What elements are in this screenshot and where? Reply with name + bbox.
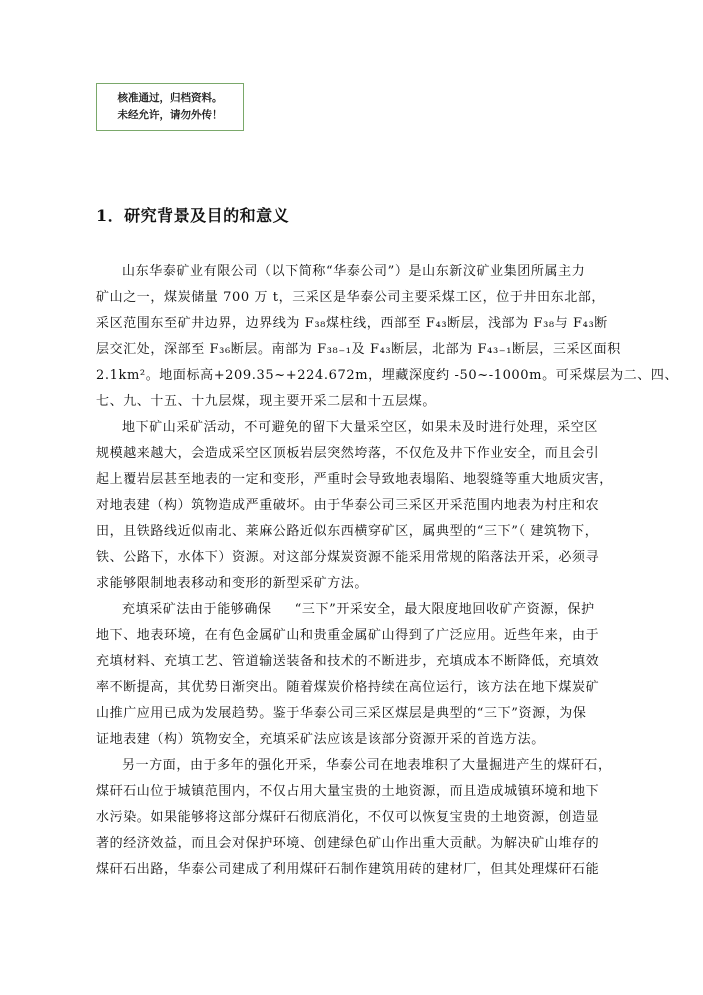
paragraph-1 (96, 259, 679, 415)
paragraph-line: 煤矸石出路，华泰公司建成了利用煤矸石制作建筑用砖的建材厂，但其处理煤矸石能 (96, 862, 600, 877)
paragraph-line: 充填材料、充填工艺、管道输送装备和技术的不断进步，充填成本不断降低，充填效 (96, 654, 600, 669)
paragraph-line: 山推广应用已成为发展趋势。鉴于华泰公司三采区煤层是典型的“三下”资源，为保 (96, 706, 587, 721)
paragraph-line: 充填采矿法由于能够确保 “三下”开采安全，最大限度地回收矿产资源，保护 (122, 602, 595, 617)
paragraph-line: 矿山之一，煤炭储量 700 万 t，三采区是华泰公司主要采煤工区，位于井田东北部， (96, 290, 606, 305)
paragraph-line: 率不断提高，其优势日渐突出。随着煤炭价格持续在高位运行，该方法在地下煤炭矿 (96, 680, 600, 695)
stamp-line-1: 核准通过，归档资料。 (117, 92, 223, 104)
paragraph-line: 起上覆岩层甚至地表的一定和变形，严重时会导致地表塌陷、地裂缝等重大地质灾害， (96, 472, 613, 487)
paragraph-line: 求能够限制地表移动和变形的新型采矿方法。 (96, 576, 369, 591)
paragraph-line: 地下、地表环境，在有色金属矿山和贵重金属矿山得到了广泛应用。近些年来，由于 (96, 628, 600, 643)
paragraph-line: 煤矸石山位于城镇范围内，不仅占用大量宝贵的土地资源，而且造成城镇环境和地下 (96, 784, 600, 799)
stamp-line-2: 未经允许，请勿外传！ (117, 109, 223, 121)
paragraph-line: 著的经济效益，而且会对保护环境、创建绿色矿山作出重大贡献。为解决矿山堆存的 (96, 836, 600, 851)
paragraph-line: 采区范围东至矿井边界，边界线为 F₃₈煤柱线，西部至 F₄₃断层，浅部为 F₃₈与 F₄₃断 (96, 316, 608, 331)
paragraph-line: 山东华泰矿业有限公司（以下简称“华泰公司”）是山东新汶矿业集团所属主力 (122, 264, 586, 279)
section-heading: 1．研究背景及目的和意义 (96, 206, 290, 225)
archive-stamp (96, 83, 244, 131)
paragraph-line: 对地表建（构）筑物造成严重破坏。由于华泰公司三采区开采范围内地表为村庄和农 (96, 498, 600, 513)
paragraph-4 (96, 753, 626, 883)
paragraph-line: 证地表建（构）筑物安全，充填采矿法应该是该部分资源开采的首选方法。 (96, 732, 545, 747)
paragraph-line: 2.1km²。地面标高+209.35~+224.672m，埋藏深度约 -50~-1000m。可采煤层为二、四、 (96, 368, 679, 383)
paragraph-line: 铁、公路下，水体下）资源。对这部分煤炭资源不能采用常规的陷落法开采，必须寻 (96, 550, 600, 565)
paragraph-line: 田，且铁路线近似南北、莱麻公路近似东西横穿矿区，属典型的“三下”（ 建筑物下， (96, 524, 599, 539)
paragraph-line: 七、九、十五、十九层煤，现主要开采二层和十五层煤。 (96, 394, 437, 409)
paragraph-line: 规模越来越大，会造成采空区顶板岩层突然垮落，不仅危及井下作业安全，而且会引 (96, 446, 600, 461)
paragraph-line: 另一方面，由于多年的强化开采，华泰公司在地表堆积了大量掘进产生的煤矸石， (122, 758, 612, 773)
paragraph-3 (96, 597, 626, 753)
paragraph-line: 水污染。如果能够将这部分煤矸石彻底消化，不仅可以恢复宝贵的土地资源，创造显 (96, 810, 600, 825)
paragraph-line: 地下矿山采矿活动，不可避免的留下大量采空区，如果未及时进行处理，采空区 (122, 420, 599, 435)
paragraph-2 (96, 415, 626, 597)
paragraph-line: 层交汇处，深部至 F₃₆断层。南部为 F₃₈₋₁及 F₄₃断层，北部为 F₄₃₋₁断层，三采区面积 (96, 342, 621, 357)
